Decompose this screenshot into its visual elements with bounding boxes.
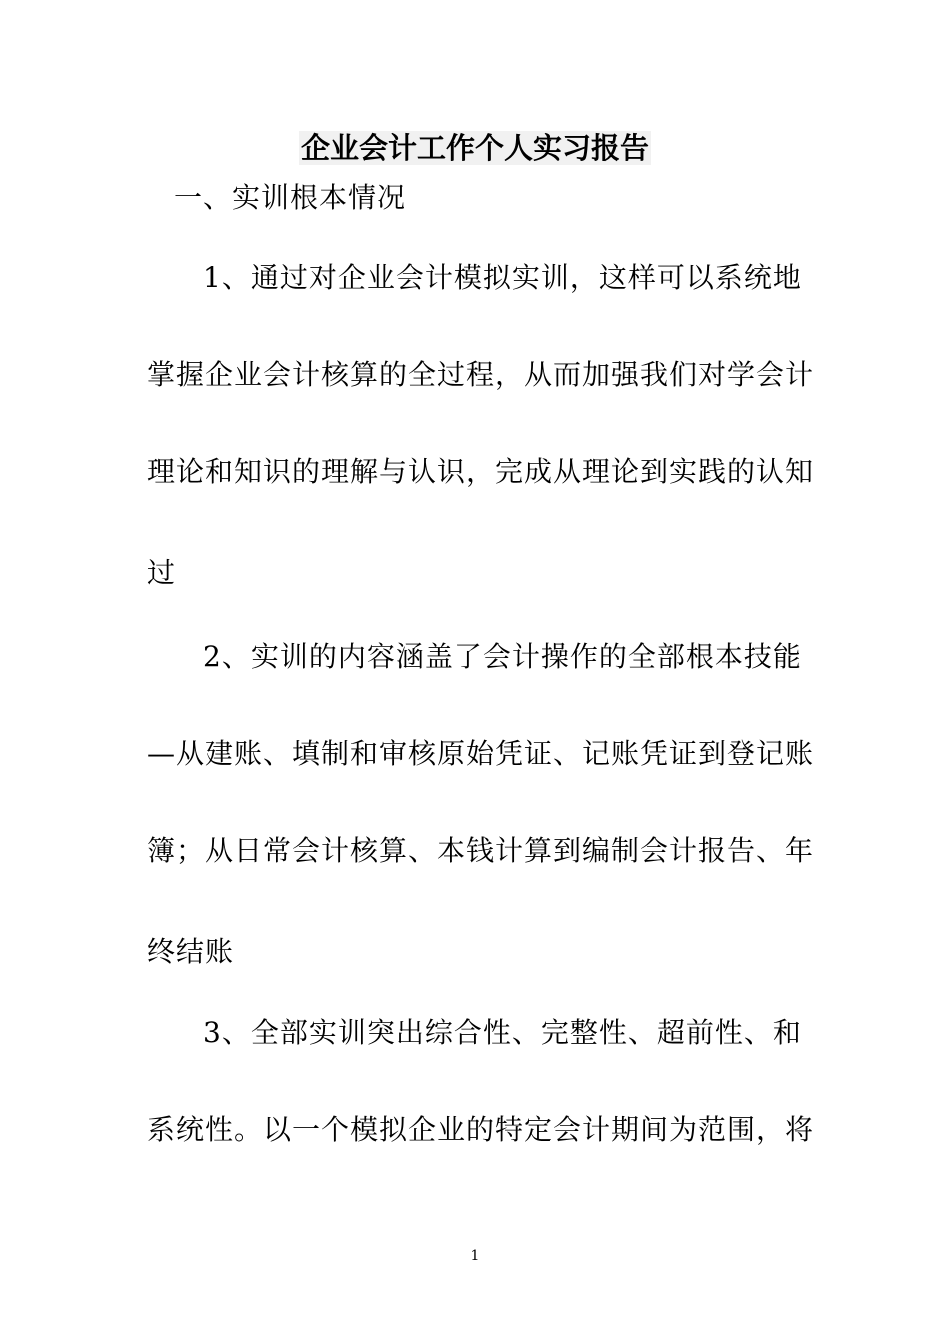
page-number: 1 — [470, 1248, 480, 1264]
paragraph-line: 掌握企业会计核算的全过程，从而加强我们对学会计 — [147, 358, 815, 391]
paragraph-line: 3、全部实训突出综合性、完整性、超前性、和 — [203, 1016, 802, 1049]
section-heading: 一、实训根本情况 — [174, 181, 407, 214]
paragraph-line: 2、实训的内容涵盖了会计操作的全部根本技能 — [203, 640, 802, 673]
paragraph-line: 簿；从日常会计核算、本钱计算到编制会计报告、年 — [147, 834, 815, 867]
paragraph-line: 过 — [147, 556, 177, 589]
paragraph-line: —从建账、填制和审核原始凭证、记账凭证到登记账 — [147, 737, 815, 770]
paragraph-line: 终结账 — [147, 935, 235, 968]
paragraph-line: 系统性。以一个模拟企业的特定会计期间为范围，将 — [147, 1113, 815, 1146]
paragraph-line: 1、通过对企业会计模拟实训，这样可以系统地 — [203, 261, 802, 294]
paragraph-line: 理论和知识的理解与认识，完成从理论到实践的认知 — [147, 455, 815, 488]
document-title: 企业会计工作个人实习报告 — [300, 131, 649, 165]
